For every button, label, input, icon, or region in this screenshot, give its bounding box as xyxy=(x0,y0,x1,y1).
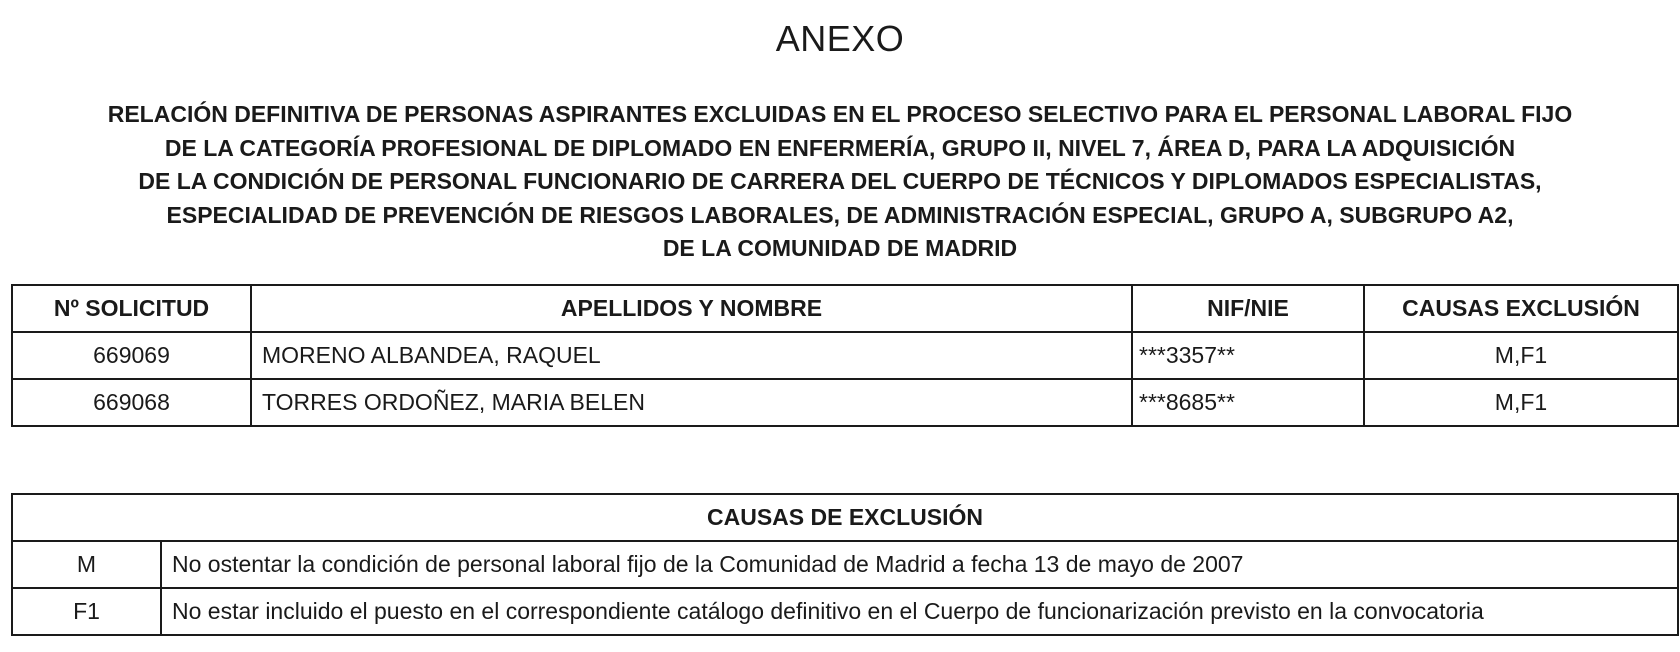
cell-cause-description: No estar incluido el puesto en el correspondiente catálogo definitivo en el Cuerpo de funcionarización previsto en la convocatoria xyxy=(161,588,1678,635)
table-row xyxy=(12,332,1678,379)
cell-causas: M,F1 xyxy=(1364,332,1678,379)
header-solicitud: Nº SOLICITUD xyxy=(12,285,251,332)
excluded-applicants-table xyxy=(11,284,1679,427)
cell-nif: ***8685** xyxy=(1132,379,1364,426)
cell-nif: ***3357** xyxy=(1132,332,1364,379)
subtitle-line: DE LA COMUNIDAD DE MADRID xyxy=(662,235,1018,261)
cell-nombre: TORRES ORDOÑEZ, MARIA BELEN xyxy=(251,379,1132,426)
cell-cause-description: No ostentar la condición de personal laboral fijo de la Comunidad de Madrid a fecha 13 de mayo de 2007 xyxy=(161,541,1678,588)
table-row xyxy=(12,541,1678,588)
cell-cause-code: M xyxy=(12,541,161,588)
exclusion-causes-table xyxy=(11,493,1679,636)
table-header-row xyxy=(12,285,1678,332)
subtitle-line: RELACIÓN DEFINITIVA DE PERSONAS ASPIRANTES EXCLUIDAS EN EL PROCESO SELECTIVO PARA EL PERSONAL LABORAL FIJO xyxy=(107,101,1573,127)
document-title: ANEXO xyxy=(775,18,905,59)
subtitle-line: DE LA CATEGORÍA PROFESIONAL DE DIPLOMADO EN ENFERMERÍA, GRUPO II, NIVEL 7, ÁREA D, PARA LA ADQUISICIÓN xyxy=(164,134,1516,161)
cell-solicitud: 669068 xyxy=(12,379,251,426)
cell-causas: M,F1 xyxy=(1364,379,1678,426)
table-header-row xyxy=(12,494,1678,541)
subtitle-line: DE LA CONDICIÓN DE PERSONAL FUNCIONARIO DE CARRERA DEL CUERPO DE TÉCNICOS Y DIPLOMADOS ESPECIALISTAS, xyxy=(138,168,1542,194)
header-nombre: APELLIDOS Y NOMBRE xyxy=(251,285,1132,332)
header-causas: CAUSAS EXCLUSIÓN xyxy=(1364,285,1678,332)
table-row xyxy=(12,379,1678,426)
table-row xyxy=(12,588,1678,635)
subtitle-line: ESPECIALIDAD DE PREVENCIÓN DE RIESGOS LABORALES, DE ADMINISTRACIÓN ESPECIAL, GRUPO A, SUBGRUPO A2, xyxy=(166,201,1514,228)
cell-cause-code: F1 xyxy=(12,588,161,635)
header-causas-exclusion: CAUSAS DE EXCLUSIÓN xyxy=(12,494,1678,541)
header-nif: NIF/NIE xyxy=(1132,285,1364,332)
cell-solicitud: 669069 xyxy=(12,332,251,379)
document-subtitle xyxy=(10,98,1670,266)
cell-nombre: MORENO ALBANDEA, RAQUEL xyxy=(251,332,1132,379)
